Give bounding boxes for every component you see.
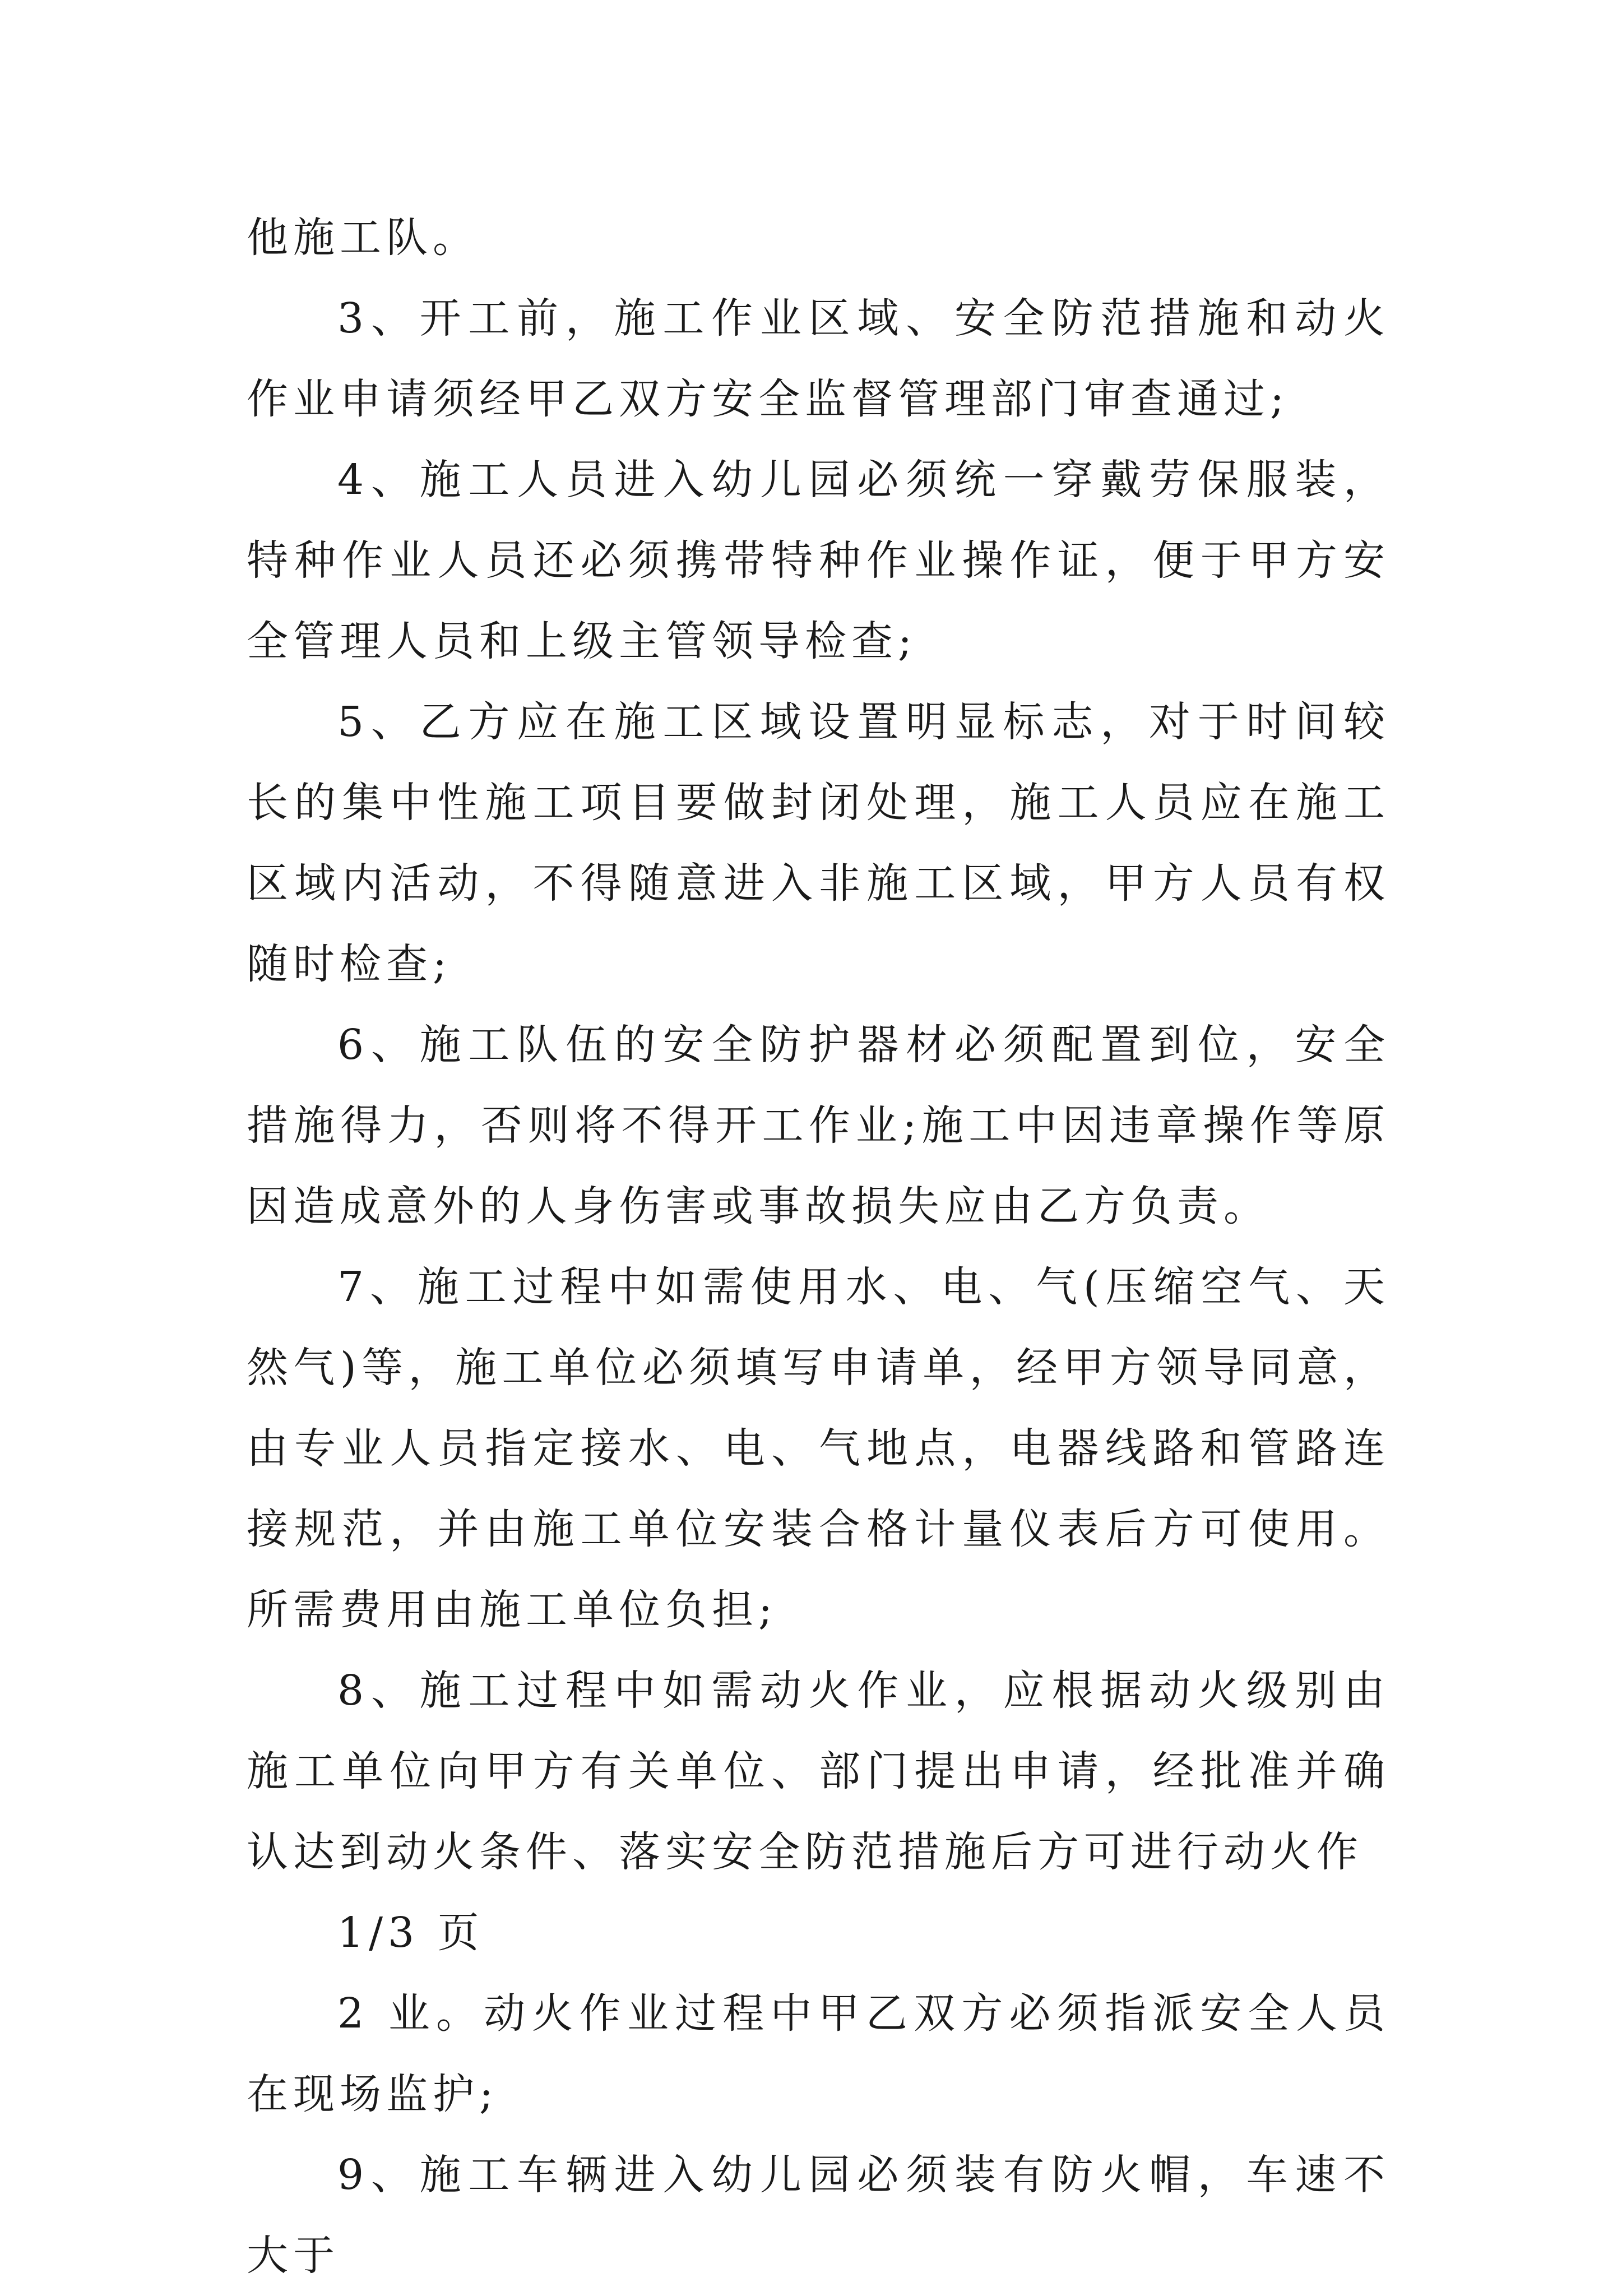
paragraph-item-9: 9、施工车辆进入幼儿园必须装有防火帽，车速不大于 — [247, 2151, 1390, 2280]
paragraph-item-8: 8、施工过程中如需动火作业，应根据动火级别由施工单位向甲方有关单位、部门提出申请，经批准并确认达到动火条件、落实安全防范措施后方可进行动火作 — [247, 1667, 1390, 1876]
document-body — [247, 197, 1390, 2296]
paragraph-item-3: 3、开工前，施工作业区域、安全防范措施和动火作业申请须经甲乙双方安全监督管理部门审查通过; — [247, 294, 1390, 423]
page-number: 1/3 页 — [337, 1909, 484, 1957]
paragraph-item-7: 7、施工过程中如需使用水、电、气(压缩空气、天然气)等，施工单位必须填写申请单，经甲方领导同意，由专业人员指定接水、电、气地点，电器线路和管路连接规范，并由施工单位安装合格计量仪表后方可使用。所需费用由施工单位负担; — [247, 1263, 1390, 1634]
paragraph-item-5: 5、乙方应在施工区域设置明显标志，对于时间较长的集中性施工项目要做封闭处理，施工人员应在施工区域内活动，不得随意进入非施工区域，甲方人员有权随时检查; — [247, 698, 1390, 988]
paragraph-item-8-continued: 2 业。动火作业过程中甲乙双方必须指派安全人员在现场监护; — [247, 1989, 1390, 2118]
paragraph-continuation: 他施工队。 — [247, 214, 479, 262]
paragraph-item-4: 4、施工人员进入幼儿园必须统一穿戴劳保服装，特种作业人员还必须携带特种作业操作证，便于甲方安全管理人员和上级主管领导检查; — [247, 456, 1390, 665]
paragraph-item-6: 6、施工队伍的安全防护器材必须配置到位，安全措施得力，否则将不得开工作业;施工中因违章操作等原因造成意外的人身伤害或事故损失应由乙方负责。 — [247, 1021, 1390, 1230]
